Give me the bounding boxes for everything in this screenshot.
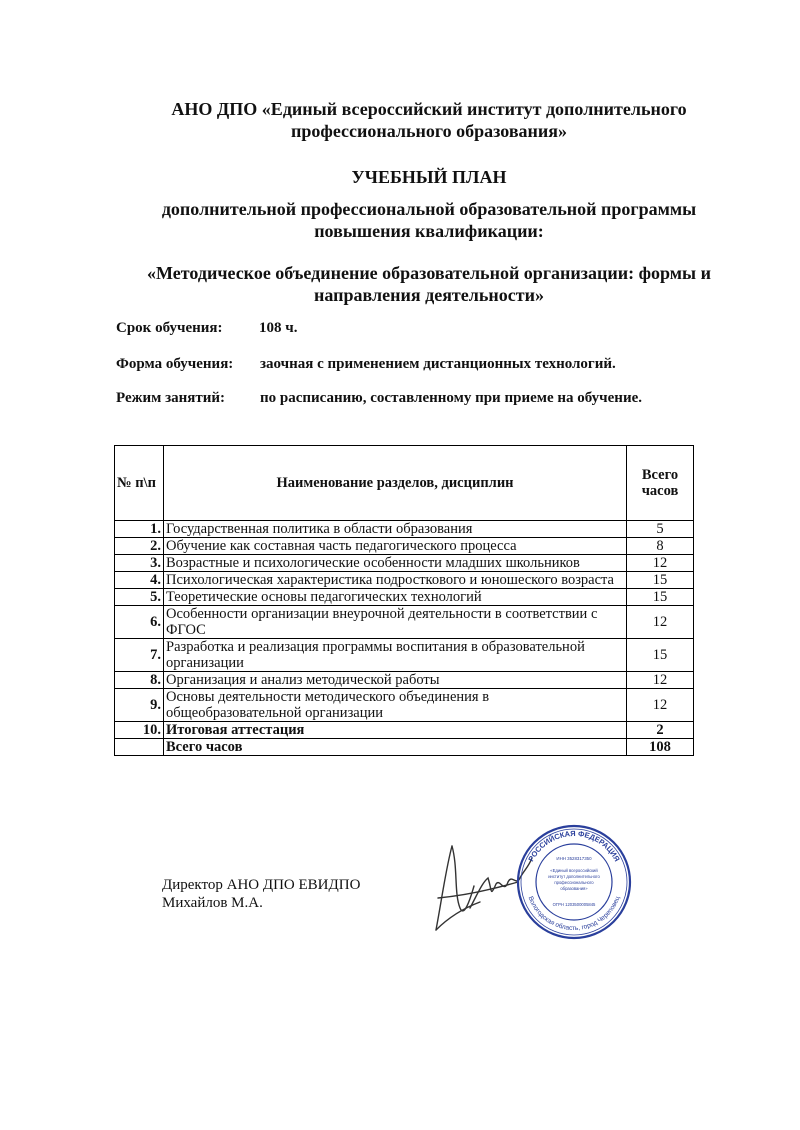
header-num: № п\п <box>115 446 164 521</box>
row-hours: 12 <box>627 606 694 639</box>
row-num: 8. <box>115 672 164 689</box>
table-row <box>115 722 694 739</box>
row-name: Психологическая характеристика подросткового и юношеского возраста <box>164 572 627 589</box>
table-header-row <box>115 446 694 521</box>
row-name: Возрастные и психологические особенности младших школьников <box>164 555 627 572</box>
director-name: Михайлов М.А. <box>162 895 263 911</box>
curriculum-table <box>114 445 694 756</box>
svg-text:профессионального: профессионального <box>554 880 594 885</box>
row-num: 3. <box>115 555 164 572</box>
svg-text:«Единый всероссийский: «Единый всероссийский <box>550 868 598 873</box>
row-hours: 2 <box>627 722 694 739</box>
row-name: Теоретические основы педагогических технологий <box>164 589 627 606</box>
row-name: Обучение как составная часть педагогического процесса <box>164 538 627 555</box>
total-hours: 108 <box>627 739 694 756</box>
duration-value: 108 ч. <box>259 320 298 336</box>
header-name: Наименование разделов, дисциплин <box>164 446 627 521</box>
table-row <box>115 538 694 555</box>
row-num: 6. <box>115 606 164 639</box>
row-num: 1. <box>115 521 164 538</box>
stamp-outer-bottom: Вологодская область, город Череповец <box>526 895 622 933</box>
row-hours: 8 <box>627 538 694 555</box>
table-row <box>115 672 694 689</box>
header-hours <box>627 446 694 521</box>
table-row <box>115 589 694 606</box>
svg-text:образования»: образования» <box>560 886 588 891</box>
table-row <box>115 572 694 589</box>
table-row <box>115 606 694 639</box>
header-hours-line-2: часов <box>641 483 679 499</box>
header-hours-line-1: Всего <box>641 467 679 483</box>
org-line-1: АНО ДПО «Единый всероссийский институт дополнительного <box>171 99 687 119</box>
table-row <box>115 689 694 722</box>
row-num: 5. <box>115 589 164 606</box>
form-value: заочная с применением дистанционных технологий. <box>260 356 616 372</box>
table-body <box>115 521 694 756</box>
row-name: Организация и анализ методической работы <box>164 672 627 689</box>
org-line-2: профессионального образования» <box>290 121 568 141</box>
official-stamp <box>514 822 634 942</box>
row-hours: 12 <box>627 689 694 722</box>
table-row <box>115 521 694 538</box>
table-row <box>115 639 694 672</box>
signature-block <box>162 876 360 912</box>
stamp-ogrn: ОГРН 1203500005845 <box>552 902 596 907</box>
row-name: Основы деятельности методического объединения в общеобразовательной организации <box>164 689 627 722</box>
schedule-label: Режим занятий: <box>116 390 226 406</box>
program-name-line-2: направления деятельности» <box>314 285 544 305</box>
program-name <box>0 262 800 306</box>
stamp-inn: ИНН 3528317350 <box>556 856 592 861</box>
program-type <box>0 198 800 242</box>
row-hours: 15 <box>627 589 694 606</box>
schedule-value: по расписанию, составленному при приеме на обучение. <box>260 390 642 406</box>
row-num: 10. <box>115 722 164 739</box>
row-hours: 15 <box>627 572 694 589</box>
organization-name <box>0 98 800 142</box>
row-num: 4. <box>115 572 164 589</box>
row-name: Государственная политика в области образования <box>164 521 627 538</box>
row-hours: 12 <box>627 555 694 572</box>
program-type-line-1: дополнительной профессиональной образовательной программы <box>161 199 697 219</box>
plan-title: УЧЕБНЫЙ ПЛАН <box>351 167 507 187</box>
row-name: Итоговая аттестация <box>164 722 627 739</box>
total-name: Всего часов <box>164 739 627 756</box>
total-num <box>115 739 164 756</box>
row-name: Разработка и реализация программы воспитания в образовательной организации <box>164 639 627 672</box>
program-name-line-1: «Методическое объединение образовательной организации: формы и <box>147 263 711 283</box>
row-num: 2. <box>115 538 164 555</box>
row-hours: 15 <box>627 639 694 672</box>
row-hours: 5 <box>627 521 694 538</box>
row-num: 9. <box>115 689 164 722</box>
table-total-row <box>115 739 694 756</box>
row-num: 7. <box>115 639 164 672</box>
director-position: Директор АНО ДПО ЕВИДПО <box>162 877 361 893</box>
row-hours: 12 <box>627 672 694 689</box>
row-name: Особенности организации внеурочной деятельности в соответствии с ФГОС <box>164 606 627 639</box>
svg-text:институт дополнительного: институт дополнительного <box>548 874 600 879</box>
duration-label: Срок обучения: <box>116 320 223 336</box>
stamp-outer-top: РОССИЙСКАЯ ФЕДЕРАЦИЯ <box>526 828 622 864</box>
form-label: Форма обучения: <box>116 356 234 372</box>
table-row <box>115 555 694 572</box>
program-type-line-2: повышения квалификации: <box>314 221 544 241</box>
